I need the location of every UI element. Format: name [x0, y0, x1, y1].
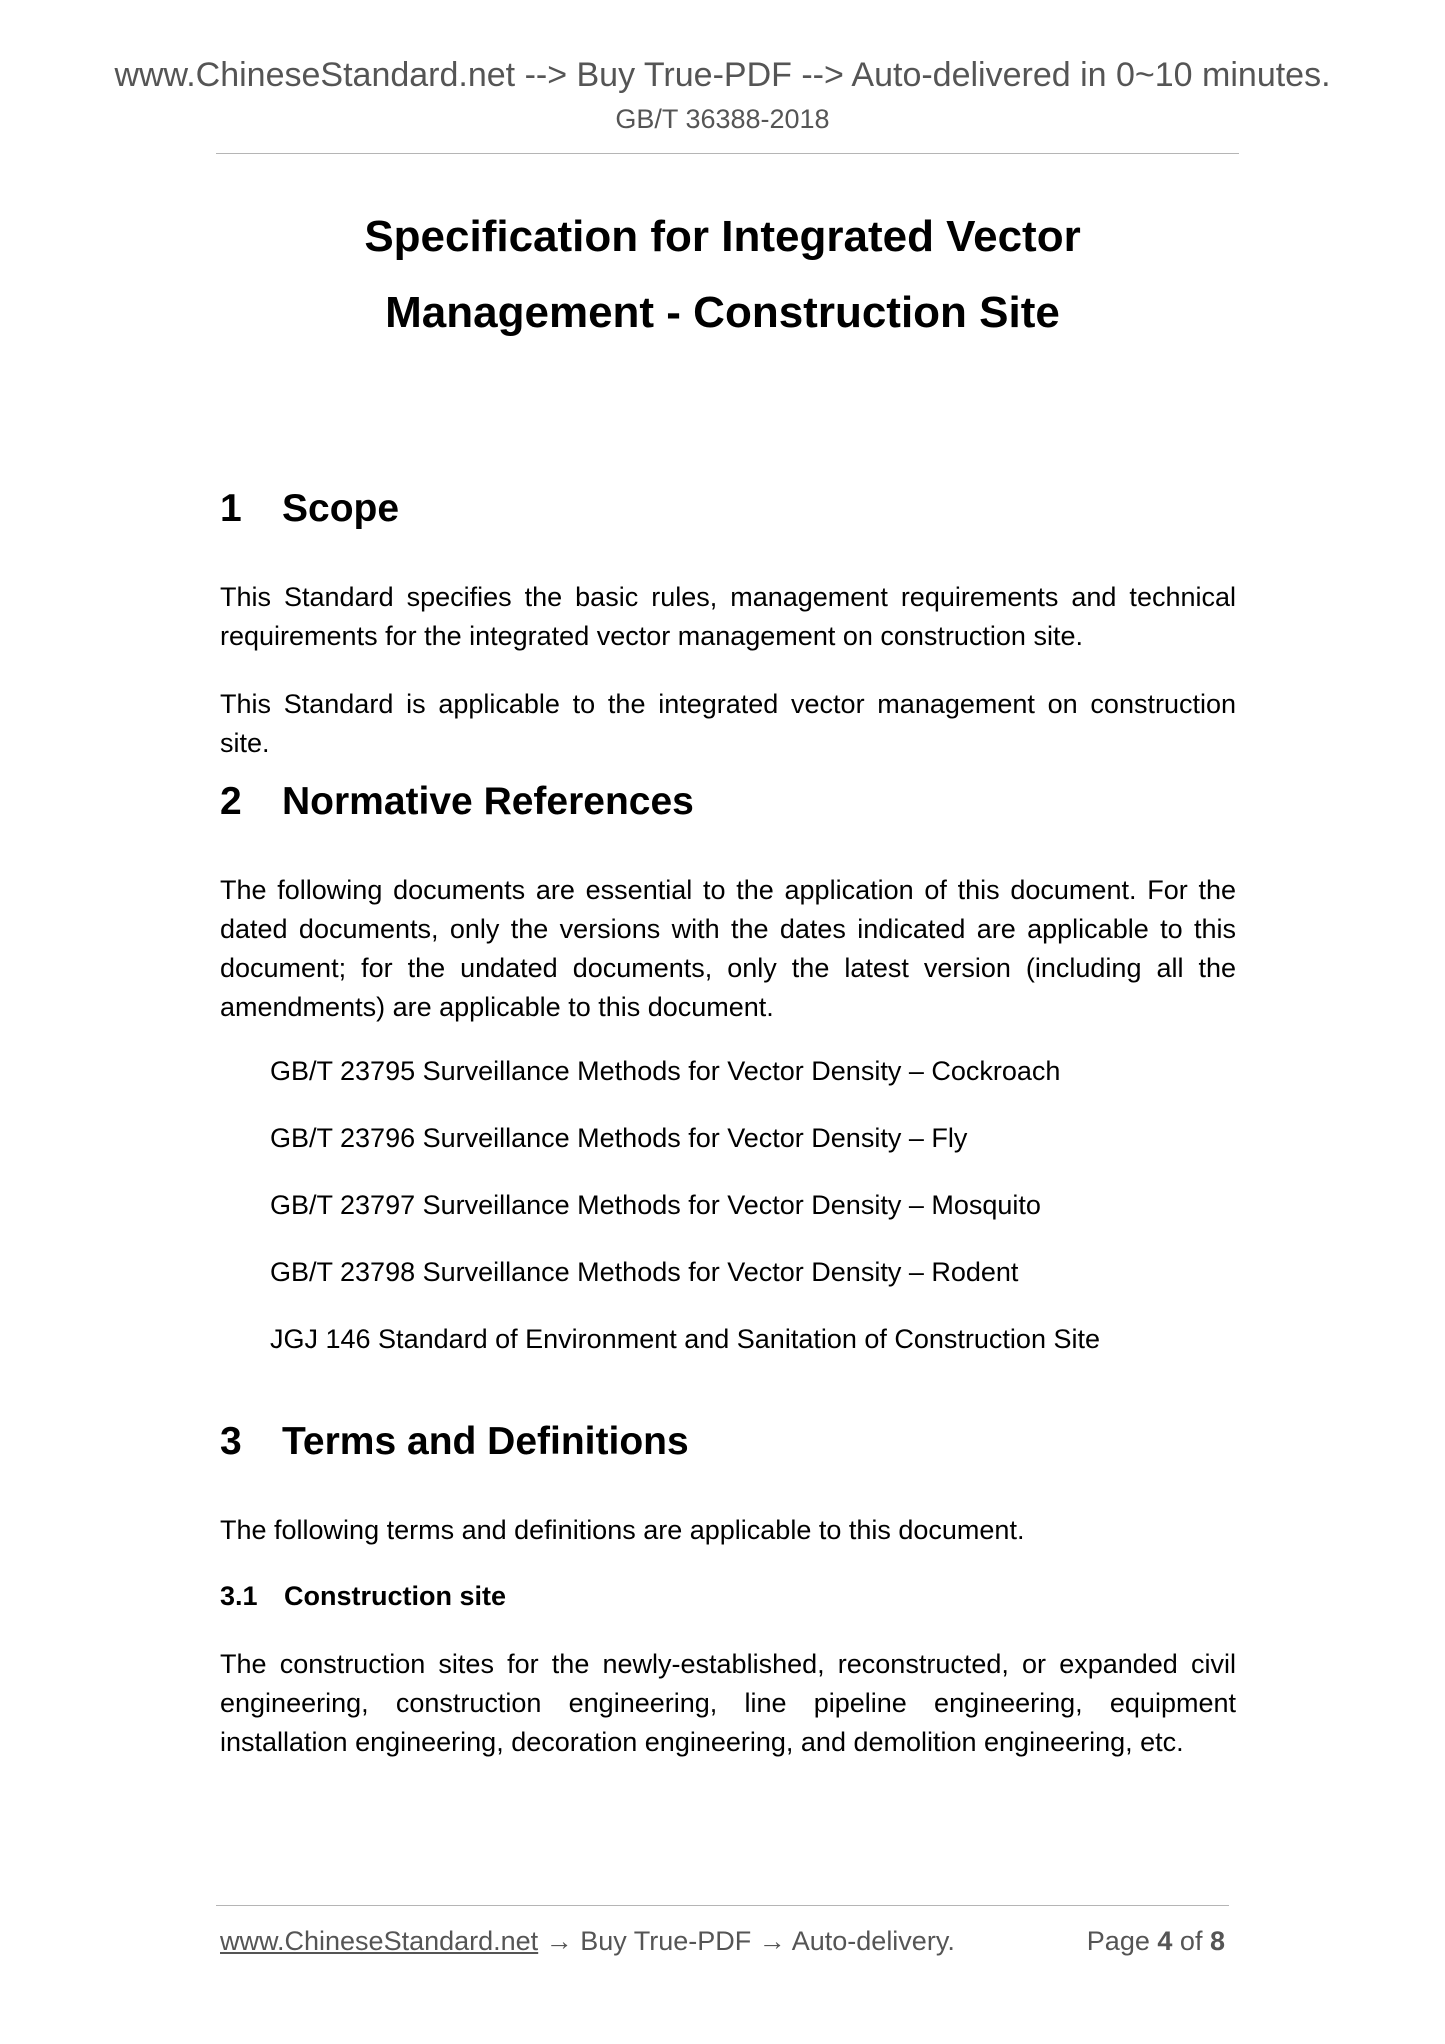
- page-label: Page: [1086, 1926, 1150, 1956]
- footer-divider: [216, 1905, 1229, 1906]
- construction-site-definition: The construction sites for the newly-established, reconstructed, or expanded civil engineering, construction engineering, line pipeline engineering, equipment installation engineering, decoration engineering, and demolition engineering, etc.: [220, 1649, 1236, 1757]
- section-2-heading: [220, 780, 694, 824]
- page-of: of: [1179, 1926, 1203, 1956]
- reference-item: JGJ 146 Standard of Environment and Sanitation of Construction Site: [270, 1324, 1100, 1354]
- section-title: Scope: [282, 487, 400, 530]
- header-divider: [216, 153, 1239, 154]
- scope-paragraph-2: This Standard is applicable to the integrated vector management on construction site.: [220, 689, 1236, 758]
- footer-website-link[interactable]: www.ChineseStandard.net: [220, 1926, 539, 1956]
- references-paragraph: The following documents are essential to the application of this document. For the dated documents, only the versions with the dates indicated are applicable to this document; for the undated documents, only the latest version (including all the amendments) are applicable to this document.: [220, 875, 1236, 1022]
- standard-number: GB/T 36388-2018: [615, 104, 830, 134]
- subsection-3-1-heading: [220, 1581, 506, 1612]
- section-number: 3: [220, 1420, 242, 1463]
- section-title: Normative References: [282, 780, 694, 823]
- subsection-number: 3.1: [220, 1581, 258, 1611]
- footer-promo: [220, 1926, 955, 1957]
- document-title-line1: Specification for Integrated Vector: [364, 212, 1081, 261]
- page-total: 8: [1209, 1926, 1225, 1956]
- reference-item: GB/T 23797 Surveillance Methods for Vector Density – Mosquito: [270, 1190, 1041, 1220]
- section-3-heading: [220, 1420, 689, 1464]
- reference-item: GB/T 23798 Surveillance Methods for Vector Density – Rodent: [270, 1257, 1019, 1287]
- terms-paragraph: The following terms and definitions are applicable to this document.: [220, 1515, 1025, 1545]
- section-1-heading: [220, 487, 399, 531]
- document-title-line2: Management - Construction Site: [385, 288, 1060, 337]
- header-banner: www.ChineseStandard.net --> Buy True-PDF --> Auto-delivered in 0~10 minutes.: [114, 56, 1331, 94]
- section-number: 2: [220, 780, 242, 823]
- reference-item: GB/T 23796 Surveillance Methods for Vector Density – Fly: [270, 1123, 968, 1153]
- page-current: 4: [1157, 1926, 1173, 1956]
- scope-paragraph-1: This Standard specifies the basic rules, management requirements and technical requirements for the integrated vector management on construction site.: [220, 582, 1236, 651]
- section-title: Terms and Definitions: [282, 1420, 689, 1463]
- footer-promo-text: → Buy True-PDF → Auto-delivery.: [538, 1926, 955, 1956]
- page-indicator: [1087, 1926, 1225, 1957]
- section-number: 1: [220, 487, 242, 530]
- reference-item: GB/T 23795 Surveillance Methods for Vector Density – Cockroach: [270, 1056, 1061, 1086]
- subsection-title: Construction site: [284, 1581, 507, 1611]
